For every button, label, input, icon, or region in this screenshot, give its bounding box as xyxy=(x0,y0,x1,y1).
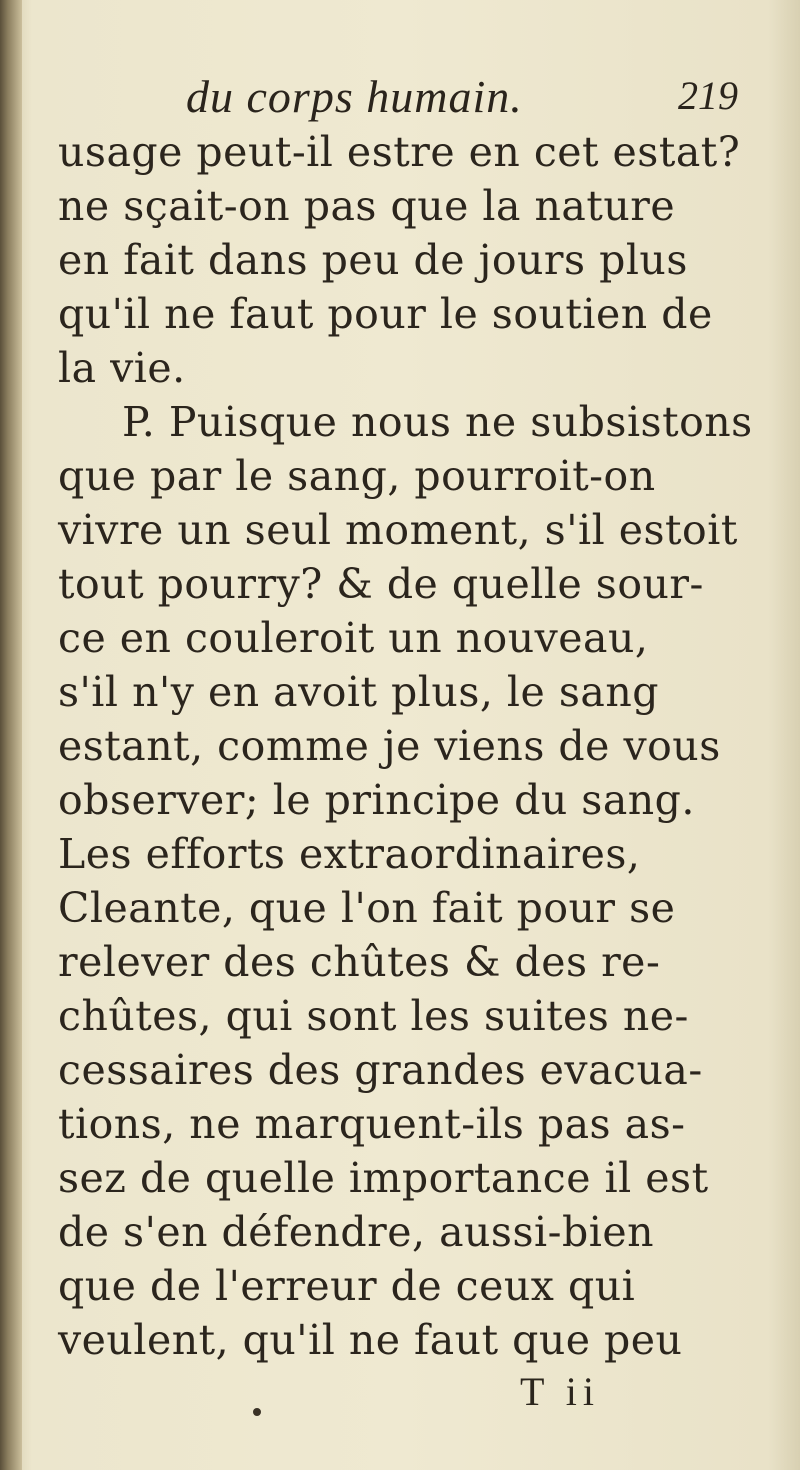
ink-speck xyxy=(253,1408,261,1416)
text-line: sez de quelle importance il est xyxy=(58,1154,709,1202)
text-line: tions, ne marquent-ils pas as- xyxy=(58,1100,686,1148)
text-line: cessaires des grandes evacua- xyxy=(58,1046,703,1094)
text-line: qu'il ne faut pour le soutien de xyxy=(58,290,713,338)
text-line: Cleante, que l'on fait pour se xyxy=(58,884,676,932)
text-line: ne sçait-on pas que la nature xyxy=(58,182,676,230)
running-head-title: du corps humain. xyxy=(186,71,523,122)
text-line: ce en couleroit un nouveau, xyxy=(58,614,649,662)
text-line: tout pourry? & de quelle sour- xyxy=(58,560,704,608)
paragraph-start-line: P. Puisque nous ne subsistons xyxy=(122,398,753,446)
text-line: veulent, qu'il ne faut que peu xyxy=(58,1316,683,1364)
running-head xyxy=(60,70,750,130)
text-line: s'il n'y en avoit plus, le sang xyxy=(58,668,659,716)
text-line: vivre un seul moment, s'il estoit xyxy=(58,506,738,554)
text-line: usage peut-il estre en cet estat? xyxy=(58,128,741,176)
signature-mark: T ii xyxy=(520,1369,600,1414)
text-line: relever des chûtes & des re- xyxy=(58,938,661,986)
binding-edge xyxy=(0,0,22,1470)
text-line: estant, comme je viens de vous xyxy=(58,722,721,770)
text-line: Les efforts extraordinaires, xyxy=(58,830,641,878)
text-line: chûtes, qui sont les suites ne- xyxy=(58,992,689,1040)
page-number: 219 xyxy=(678,73,738,118)
text-line: que de l'erreur de ceux qui xyxy=(58,1262,636,1310)
text-line: en fait dans peu de jours plus xyxy=(58,236,688,284)
text-line: la vie. xyxy=(58,344,186,392)
body-text xyxy=(58,125,753,1367)
text-line: de s'en défendre, aussi-bien xyxy=(58,1208,655,1256)
text-line: observer; le principe du sang. xyxy=(58,776,695,824)
text-line: que par le sang, pourroit-on xyxy=(58,452,656,500)
